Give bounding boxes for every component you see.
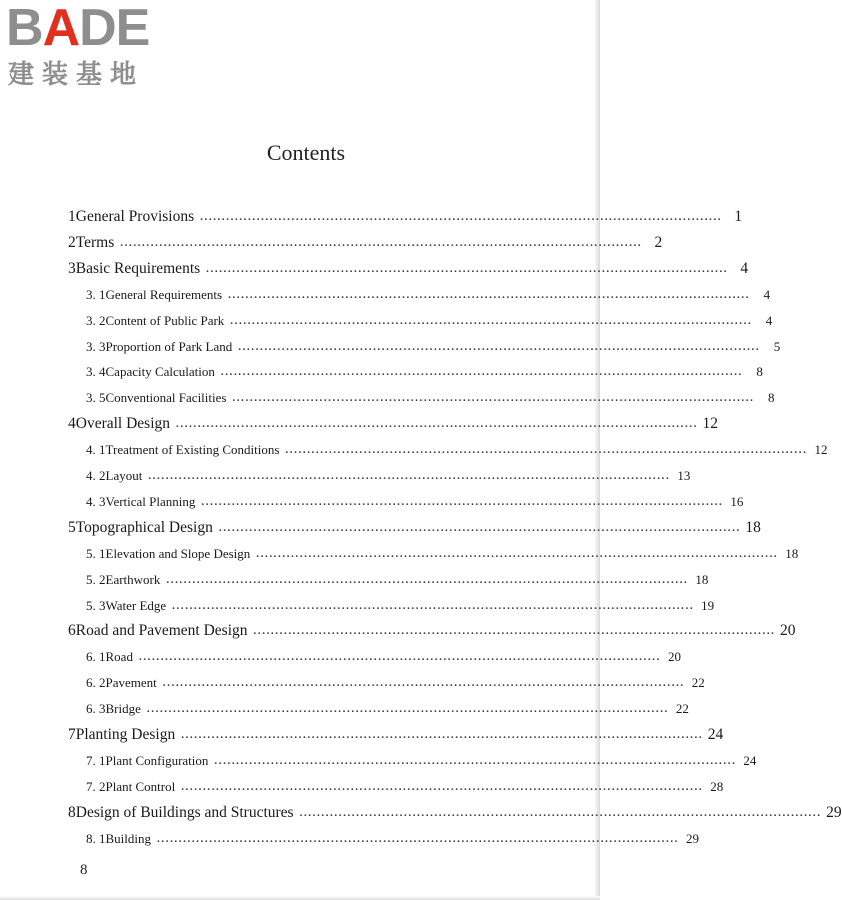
toc-entry-number: 5	[68, 518, 76, 536]
toc-entry-number: 6. 1	[86, 649, 106, 665]
toc-chapter-entry[interactable]	[68, 411, 719, 437]
toc-dot-leader: ........................................................................................................................	[214, 754, 737, 767]
toc-entry-page: 24	[707, 726, 724, 743]
toc-section-entry[interactable]	[86, 282, 771, 308]
toc-dot-leader: ........................................................................................................................	[230, 314, 753, 327]
toc-entry-page: 20	[780, 622, 796, 640]
toc-entry-number: 7. 2	[86, 778, 106, 794]
toc-entry-title: Vertical Planning	[105, 493, 196, 509]
toc-section-entry[interactable]	[86, 826, 700, 852]
toc-entry-page: 8	[767, 390, 775, 406]
toc-chapter-entry[interactable]	[68, 618, 796, 644]
toc-dot-leader: ........................................................................................................................	[206, 262, 729, 275]
toc-entry-number: 1	[68, 208, 76, 225]
toc-section-entry[interactable]	[86, 748, 757, 774]
toc-section-entry[interactable]	[86, 489, 744, 515]
toc-entry-page: 20	[667, 649, 681, 665]
toc-entry-title: Overall Design	[75, 415, 171, 433]
toc-entry-page: 4	[740, 259, 749, 277]
toc-entry-title: Pavement	[105, 675, 157, 691]
toc-dot-leader: ........................................................................................................................	[200, 211, 723, 223]
toc-entry-page: 22	[691, 675, 705, 691]
toc-entry-title: Planting Design	[75, 726, 176, 743]
toc-entry-page: 18	[785, 545, 799, 561]
toc-chapter-entry[interactable]	[68, 204, 743, 230]
toc-entry-number: 4. 3	[86, 493, 106, 509]
toc-chapter-entry[interactable]	[68, 515, 761, 541]
toc-dot-leader: ........................................................................................................................	[181, 780, 704, 793]
toc-dot-leader: ........................................................................................................................	[201, 495, 724, 508]
toc-dot-leader: ........................................................................................................................	[253, 625, 776, 638]
toc-entry-number: 8	[68, 803, 76, 821]
toc-entry-number: 3. 2	[86, 312, 106, 328]
toc-entry-number: 6. 2	[86, 675, 106, 691]
toc-entry-page: 13	[677, 468, 691, 483]
toc-entry-page: 4	[765, 312, 773, 328]
toc-entry-title: Elevation and Slope Design	[105, 545, 251, 561]
toc-entry-number: 3. 4	[86, 364, 106, 380]
toc-dot-leader: ........................................................................................................................	[232, 392, 755, 405]
toc-section-entry[interactable]	[86, 359, 763, 385]
toc-entry-page: 29	[686, 830, 700, 846]
toc-entry-number: 3. 5	[86, 390, 106, 406]
toc-section-entry[interactable]	[86, 385, 775, 411]
toc-section-entry[interactable]	[86, 308, 773, 334]
toc-entry-number: 7. 1	[86, 752, 106, 768]
logo-letter-b: B	[6, 0, 43, 57]
toc-entry-title: Bridge	[105, 701, 141, 717]
toc-entry-number: 2	[68, 233, 76, 251]
logo-wordmark	[6, 0, 150, 57]
logo-letters-de: DE	[79, 0, 150, 57]
page-number: 8	[80, 862, 88, 878]
toc-entry-page: 5	[773, 338, 781, 354]
toc-entry-number: 3. 3	[86, 338, 106, 354]
page-title: Contents	[266, 140, 346, 165]
toc-entry-page: 16	[730, 493, 744, 509]
toc-entry-number: 4. 1	[86, 442, 106, 458]
toc-chapter-entry[interactable]	[68, 800, 842, 826]
toc-section-entry[interactable]	[86, 670, 705, 696]
toc-entry-number: 3	[68, 259, 76, 277]
toc-entry-title: Basic Requirements	[75, 259, 201, 277]
toc-dot-leader: ........................................................................................................................	[220, 366, 743, 379]
toc-entry-title: Topographical Design	[75, 518, 213, 536]
toc-entry-number: 7	[68, 726, 76, 743]
toc-section-entry[interactable]	[86, 696, 689, 722]
toc-section-entry[interactable]	[86, 593, 715, 619]
toc-entry-page: 28	[710, 778, 724, 794]
toc-entry-title: Earthwork	[105, 571, 161, 587]
toc-entry-page: 12	[814, 442, 828, 458]
toc-section-entry[interactable]	[86, 774, 724, 800]
toc-entry-number: 3. 1	[86, 286, 106, 302]
toc-section-entry[interactable]	[86, 437, 828, 463]
toc-dot-leader: ........................................................................................................................	[172, 599, 695, 612]
toc-section-entry[interactable]	[86, 541, 799, 567]
toc-chapter-entry[interactable]	[68, 230, 663, 256]
toc-entry-page: 18	[745, 518, 761, 536]
toc-dot-leader: ........................................................................................................................	[138, 651, 661, 664]
toc-chapter-entry[interactable]	[68, 722, 724, 748]
toc-dot-leader: ........................................................................................................................	[166, 573, 689, 586]
toc-entry-page: 2	[654, 233, 663, 251]
toc-entry-title: Content of Public Park	[105, 312, 225, 328]
toc-entry-page: 29	[826, 803, 842, 821]
toc-dot-leader: ........................................................................................................................	[256, 547, 779, 560]
toc-entry-page: 19	[701, 597, 715, 613]
toc-chapter-entry[interactable]	[68, 256, 749, 282]
toc-entry-number: 5. 2	[86, 571, 106, 587]
toc-section-entry[interactable]	[86, 463, 691, 489]
toc-entry-title: Design of Buildings and Structures	[75, 803, 294, 821]
toc-entry-number: 5. 3	[86, 597, 106, 613]
toc-dot-leader: ........................................................................................................................	[181, 729, 704, 741]
toc-dot-leader: ........................................................................................................................	[120, 236, 643, 249]
logo-letter-a: A	[42, 0, 80, 57]
toc-dot-leader: ........................................................................................................................	[238, 340, 761, 353]
toc-entry-page: 1	[734, 208, 743, 225]
toc-entry-title: Treatment of Existing Conditions	[105, 442, 280, 458]
toc-entry-title: Plant Configuration	[105, 752, 209, 768]
toc-entry-title: Plant Control	[105, 778, 176, 794]
toc-entry-page: 4	[763, 286, 771, 302]
toc-entry-page: 22	[675, 701, 689, 717]
toc-dot-leader: ........................................................................................................................	[148, 470, 671, 482]
logo-chinese-subtitle: 建装基地	[8, 60, 145, 90]
toc-entry-number: 8. 1	[86, 830, 106, 846]
toc-entry-title: Capacity Calculation	[105, 364, 215, 380]
toc-entry-title: Conventional Facilities	[105, 390, 227, 406]
toc-dot-leader: ........................................................................................................................	[176, 418, 699, 431]
toc-entry-page: 24	[743, 752, 757, 768]
toc-dot-leader: ........................................................................................................................	[218, 521, 741, 534]
toc-entry-title: Layout	[105, 468, 143, 483]
toc-dot-leader: ........................................................................................................................	[285, 444, 808, 457]
toc-section-entry[interactable]	[86, 567, 709, 593]
toc-entry-page: 18	[695, 571, 709, 587]
toc-dot-leader: ........................................................................................................................	[157, 832, 680, 845]
toc-section-entry[interactable]	[86, 334, 781, 360]
toc-entry-title: Road	[105, 649, 133, 665]
toc-entry-number: 6	[68, 622, 76, 640]
toc-entry-title: Terms	[75, 233, 115, 251]
toc-entry-number: 6. 3	[86, 701, 106, 717]
toc-dot-leader: ........................................................................................................................	[228, 288, 751, 301]
toc-dot-leader: ........................................................................................................................	[146, 703, 669, 716]
bade-logo	[6, 2, 186, 92]
toc-dot-leader: ........................................................................................................................	[299, 806, 822, 819]
toc-entry-title: General Requirements	[105, 286, 223, 302]
toc-entry-title: Proportion of Park Land	[105, 338, 233, 354]
toc-entry-title: General Provisions	[75, 208, 195, 225]
toc-dot-leader: ........................................................................................................................	[162, 677, 685, 690]
toc-entry-title: Road and Pavement Design	[75, 622, 248, 640]
toc-entry-number: 5. 1	[86, 545, 106, 561]
toc-entry-page: 8	[756, 364, 763, 380]
toc-entry-number: 4	[68, 415, 76, 433]
page-edge-shadow-bottom	[0, 896, 600, 900]
toc-entry-title: Water Edge	[105, 597, 167, 613]
toc-entry-page: 12	[702, 415, 719, 433]
toc-entry-title: Building	[105, 830, 152, 846]
toc-section-entry[interactable]	[86, 644, 681, 670]
toc-entry-number: 4. 2	[86, 468, 106, 483]
